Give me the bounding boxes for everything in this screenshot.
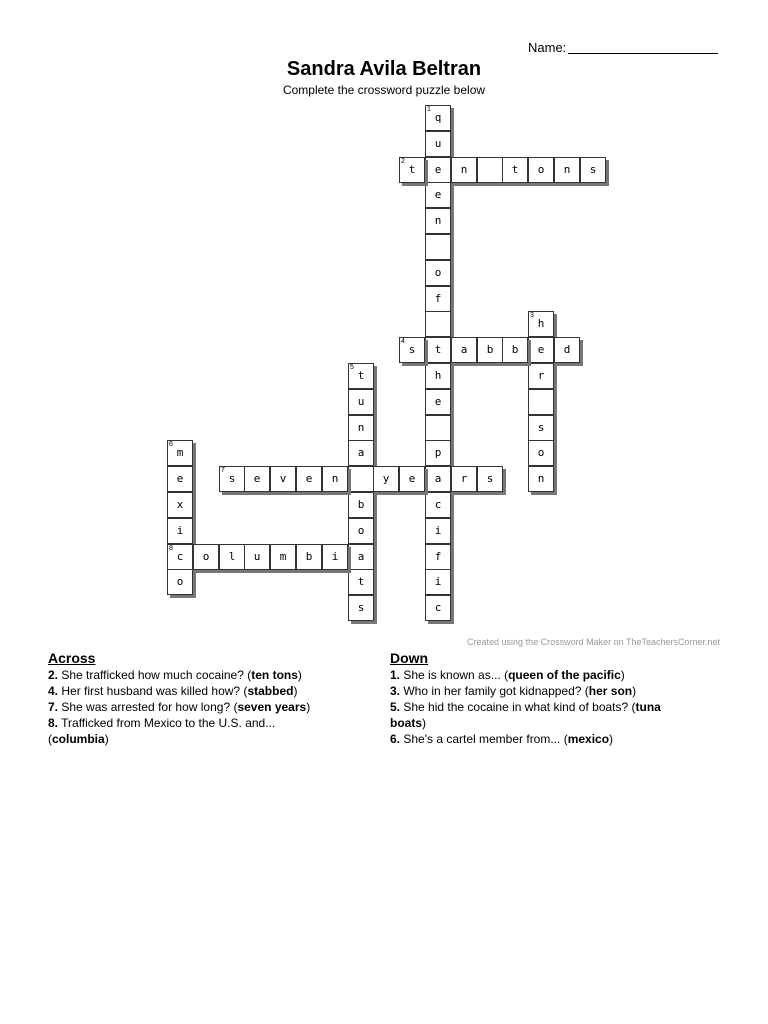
down-clue-5: 5. She hid the cocaine in what kind of boats? (tuna xyxy=(390,700,661,714)
grid-cell[interactable] xyxy=(167,569,193,595)
cell-letter: o xyxy=(434,266,442,279)
down-clues xyxy=(390,650,710,747)
cell-letter: c xyxy=(434,498,442,511)
clue-number: 4 xyxy=(401,338,405,345)
cell-letter: i xyxy=(434,524,442,537)
clue-number: 5 xyxy=(350,364,354,371)
grid-cell[interactable] xyxy=(528,311,554,337)
grid-cell[interactable] xyxy=(425,105,451,131)
cell-letter: n xyxy=(537,472,545,485)
grid-cell[interactable] xyxy=(244,466,270,492)
grid-cell[interactable] xyxy=(425,389,451,415)
grid-cell[interactable] xyxy=(348,440,374,466)
cell-letter: e xyxy=(434,188,442,201)
down-heading: Down xyxy=(390,650,429,666)
cell-letter: s xyxy=(486,472,494,485)
cell-letter: e xyxy=(253,472,261,485)
down-clue-1: 1. She is known as... (queen of the pacific) xyxy=(390,668,625,682)
grid-cell[interactable] xyxy=(193,544,219,570)
grid-cell[interactable] xyxy=(425,492,451,518)
grid-cell[interactable] xyxy=(296,466,322,492)
cell-letter: n xyxy=(460,163,468,176)
clue-number: 8 xyxy=(169,545,173,552)
grid-cell[interactable] xyxy=(502,337,528,363)
cell-letter: u xyxy=(253,550,261,563)
grid-cell[interactable] xyxy=(167,440,193,466)
cell-letter: a xyxy=(357,446,365,459)
grid-cell[interactable] xyxy=(425,415,451,441)
grid-cell[interactable] xyxy=(322,466,348,492)
grid-cell[interactable] xyxy=(425,595,451,621)
cell-letter: b xyxy=(486,343,494,356)
cell-letter: o xyxy=(537,446,545,459)
grid-cell[interactable] xyxy=(167,518,193,544)
cell-letter: o xyxy=(176,575,184,588)
cell-letter: f xyxy=(434,292,442,305)
grid-cell[interactable] xyxy=(348,569,374,595)
cell-letter: a xyxy=(357,550,365,563)
grid-cell[interactable] xyxy=(528,415,554,441)
cell-letter: r xyxy=(460,472,468,485)
across-clue-8: 8. Trafficked from Mexico to the U.S. and... xyxy=(48,716,276,730)
cell-letter: d xyxy=(563,343,571,356)
grid-cell[interactable] xyxy=(348,492,374,518)
page-subtitle: Complete the crossword puzzle below xyxy=(282,83,486,97)
page-title: Sandra Avila Beltran xyxy=(286,58,482,80)
grid-cell[interactable] xyxy=(373,466,399,492)
cell-letter: u xyxy=(434,137,442,150)
cell-letter: t xyxy=(357,575,365,588)
grid-cell[interactable] xyxy=(425,363,451,389)
cell-letter: v xyxy=(279,472,287,485)
cell-letter: n xyxy=(563,163,571,176)
grid-cell[interactable] xyxy=(580,157,606,183)
cell-letter: t xyxy=(357,369,365,382)
cell-letter: o xyxy=(357,524,365,537)
clue-number: 7 xyxy=(221,467,225,474)
grid-cell[interactable] xyxy=(554,157,580,183)
cell-letter xyxy=(426,416,450,440)
cell-letter xyxy=(426,235,450,259)
grid-cell[interactable] xyxy=(451,466,477,492)
grid-cell[interactable] xyxy=(451,337,477,363)
grid-cell[interactable] xyxy=(425,157,451,183)
cell-letter: t xyxy=(408,163,416,176)
grid-cell[interactable] xyxy=(477,157,503,183)
grid-cell[interactable] xyxy=(425,440,451,466)
grid-cell[interactable] xyxy=(348,415,374,441)
cell-letter: s xyxy=(537,421,545,434)
cell-letter: s xyxy=(408,343,416,356)
grid-cell[interactable] xyxy=(348,595,374,621)
cell-letter: t xyxy=(511,163,519,176)
grid-cell[interactable] xyxy=(425,286,451,312)
clue-number: 6 xyxy=(169,441,173,448)
cell-letter xyxy=(529,390,553,414)
cell-letter: n xyxy=(331,472,339,485)
grid-cell[interactable] xyxy=(554,337,580,363)
grid-cell[interactable] xyxy=(219,466,245,492)
clue-number: 3 xyxy=(530,312,534,319)
across-clue-4: 4. Her first husband was killed how? (stabbed) xyxy=(48,684,298,698)
cell-letter: e xyxy=(434,163,442,176)
cell-letter: x xyxy=(176,498,184,511)
grid-cell[interactable] xyxy=(348,544,374,570)
grid-cell[interactable] xyxy=(425,182,451,208)
cell-letter xyxy=(478,158,502,182)
cell-letter: b xyxy=(305,550,313,563)
cell-letter: s xyxy=(357,601,365,614)
grid-cell[interactable] xyxy=(425,131,451,157)
cell-letter: b xyxy=(511,343,519,356)
cell-letter: m xyxy=(279,550,287,563)
cell-letter: h xyxy=(434,369,442,382)
cell-letter: f xyxy=(434,550,442,563)
cell-letter: r xyxy=(537,369,545,382)
credit-text: Created using the Crossword Maker on TheTeachersCorner.net xyxy=(467,637,720,647)
cell-letter: a xyxy=(434,472,442,485)
cell-letter: e xyxy=(434,395,442,408)
grid-cell[interactable] xyxy=(528,363,554,389)
grid-cell[interactable] xyxy=(425,260,451,286)
grid-cell[interactable] xyxy=(270,466,296,492)
grid-cell[interactable] xyxy=(528,157,554,183)
cell-letter: o xyxy=(537,163,545,176)
grid-cell[interactable] xyxy=(502,157,528,183)
grid-cell[interactable] xyxy=(348,518,374,544)
cell-letter: p xyxy=(434,446,442,459)
grid-cell[interactable] xyxy=(528,440,554,466)
grid-cell[interactable] xyxy=(425,466,451,492)
cell-letter: c xyxy=(176,550,184,563)
grid-cell[interactable] xyxy=(399,466,425,492)
down-clue-5-cont: boats) xyxy=(390,716,427,730)
cell-letter: l xyxy=(228,550,236,563)
grid-cell[interactable] xyxy=(528,389,554,415)
cell-letter: e xyxy=(537,343,545,356)
grid-cell[interactable] xyxy=(167,492,193,518)
grid-cell[interactable] xyxy=(477,337,503,363)
cell-letter: y xyxy=(382,472,390,485)
grid-cell[interactable] xyxy=(425,518,451,544)
grid-cell[interactable] xyxy=(219,544,245,570)
grid-cell[interactable] xyxy=(399,337,425,363)
grid-cell[interactable] xyxy=(348,466,374,492)
cell-letter: q xyxy=(434,111,442,124)
grid-cell[interactable] xyxy=(451,157,477,183)
cell-letter: h xyxy=(537,317,545,330)
grid-cell[interactable] xyxy=(425,337,451,363)
grid-cell[interactable] xyxy=(425,569,451,595)
name-label: Name: xyxy=(528,40,567,55)
cell-letter: n xyxy=(434,214,442,227)
across-clue-2: 2. She trafficked how much cocaine? (ten tons) xyxy=(48,668,302,682)
cell-letter: c xyxy=(434,601,442,614)
cell-letter: m xyxy=(176,446,184,459)
grid-cell[interactable] xyxy=(528,466,554,492)
grid-cell[interactable] xyxy=(399,157,425,183)
cell-letter: n xyxy=(357,421,365,434)
cell-letter: e xyxy=(176,472,184,485)
grid-cell[interactable] xyxy=(167,544,193,570)
grid-cell[interactable] xyxy=(348,363,374,389)
cell-letter: i xyxy=(434,575,442,588)
down-clue-3: 3. Who in her family got kidnapped? (her son) xyxy=(390,684,637,698)
cell-letter xyxy=(426,312,450,336)
grid-cell[interactable] xyxy=(296,544,322,570)
grid-cell[interactable] xyxy=(477,466,503,492)
cell-letter: s xyxy=(589,163,597,176)
grid-cell[interactable] xyxy=(348,389,374,415)
grid-cell[interactable] xyxy=(425,311,451,337)
grid-cell[interactable] xyxy=(425,544,451,570)
cell-letter: i xyxy=(176,524,184,537)
across-clue-7: 7. She was arrested for how long? (seven years) xyxy=(48,700,311,714)
grid-cell[interactable] xyxy=(425,208,451,234)
grid-cell[interactable] xyxy=(244,544,270,570)
cell-letter: e xyxy=(305,472,313,485)
cell-letter: e xyxy=(408,472,416,485)
cell-letter xyxy=(349,467,373,491)
cell-letter: s xyxy=(228,472,236,485)
cell-letter: o xyxy=(202,550,210,563)
cell-letter: i xyxy=(331,550,339,563)
grid-cell[interactable] xyxy=(167,466,193,492)
grid-cell[interactable] xyxy=(425,234,451,260)
cell-letter: u xyxy=(357,395,365,408)
clue-number: 2 xyxy=(401,158,405,165)
cell-letter: a xyxy=(460,343,468,356)
across-heading: Across xyxy=(48,650,96,666)
grid-cell[interactable] xyxy=(322,544,348,570)
down-clue-6: 6. She's a cartel member from... (mexico) xyxy=(390,732,614,746)
across-clue-8-cont: (columbia) xyxy=(48,732,109,746)
cell-letter: t xyxy=(434,343,442,356)
grid-cell[interactable] xyxy=(270,544,296,570)
grid-cell[interactable] xyxy=(528,337,554,363)
clue-number: 1 xyxy=(427,106,431,113)
across-clues xyxy=(48,650,348,747)
cell-letter: b xyxy=(357,498,365,511)
